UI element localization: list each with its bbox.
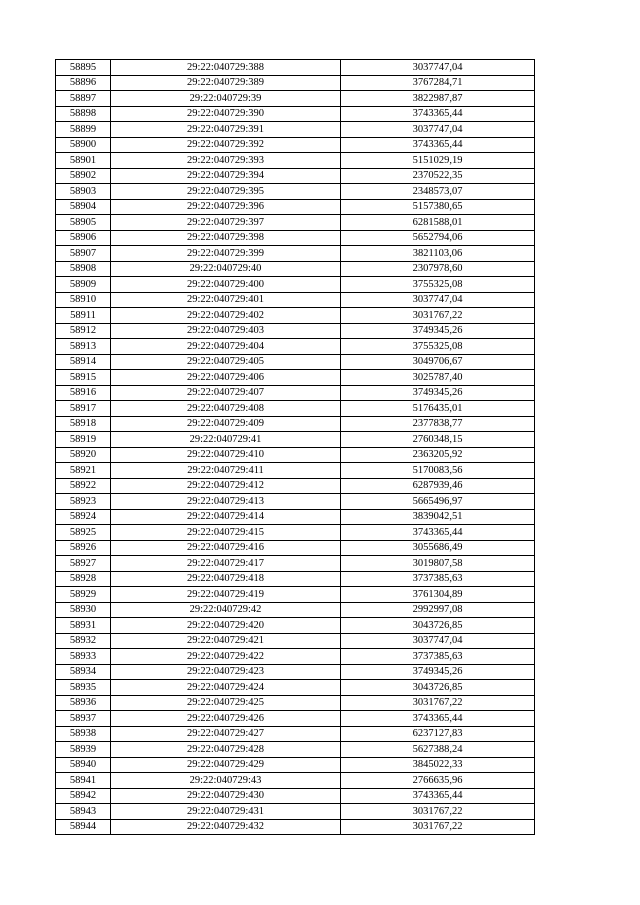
cadastral-number-cell: 29:22:040729:393 bbox=[111, 153, 341, 169]
table-row bbox=[56, 633, 535, 649]
cadastral-value-cell: 3749345,26 bbox=[341, 664, 535, 680]
row-number-cell: 58944 bbox=[56, 819, 111, 835]
table-row bbox=[56, 106, 535, 122]
row-number-cell: 58936 bbox=[56, 695, 111, 711]
row-number-cell: 58931 bbox=[56, 618, 111, 634]
cadastral-number-cell: 29:22:040729:405 bbox=[111, 354, 341, 370]
row-number-cell: 58926 bbox=[56, 540, 111, 556]
table-row bbox=[56, 168, 535, 184]
cadastral-number-cell: 29:22:040729:41 bbox=[111, 432, 341, 448]
cadastral-number-cell: 29:22:040729:414 bbox=[111, 509, 341, 525]
row-number-cell: 58939 bbox=[56, 742, 111, 758]
cadastral-value-cell: 6287939,46 bbox=[341, 478, 535, 494]
row-number-cell: 58911 bbox=[56, 308, 111, 324]
cadastral-value-cell: 2992997,08 bbox=[341, 602, 535, 618]
cadastral-number-cell: 29:22:040729:421 bbox=[111, 633, 341, 649]
cadastral-value-cell: 2370522,35 bbox=[341, 168, 535, 184]
cadastral-value-cell: 6281588,01 bbox=[341, 215, 535, 231]
cadastral-value-cell: 2377838,77 bbox=[341, 416, 535, 432]
row-number-cell: 58903 bbox=[56, 184, 111, 200]
table-row bbox=[56, 556, 535, 572]
table-row bbox=[56, 649, 535, 665]
cadastral-value-cell: 3043726,85 bbox=[341, 618, 535, 634]
row-number-cell: 58923 bbox=[56, 494, 111, 510]
row-number-cell: 58912 bbox=[56, 323, 111, 339]
table-row bbox=[56, 664, 535, 680]
row-number-cell: 58921 bbox=[56, 463, 111, 479]
row-number-cell: 58929 bbox=[56, 587, 111, 603]
cadastral-value-cell: 3821103,06 bbox=[341, 246, 535, 262]
cadastral-value-cell: 3743365,44 bbox=[341, 525, 535, 541]
cadastral-value-cell: 2363205,92 bbox=[341, 447, 535, 463]
row-number-cell: 58907 bbox=[56, 246, 111, 262]
row-number-cell: 58935 bbox=[56, 680, 111, 696]
table-row bbox=[56, 354, 535, 370]
table-row bbox=[56, 587, 535, 603]
table-row bbox=[56, 525, 535, 541]
row-number-cell: 58925 bbox=[56, 525, 111, 541]
cadastral-number-cell: 29:22:040729:430 bbox=[111, 788, 341, 804]
cadastral-number-cell: 29:22:040729:424 bbox=[111, 680, 341, 696]
table-row bbox=[56, 757, 535, 773]
table-row bbox=[56, 199, 535, 215]
row-number-cell: 58927 bbox=[56, 556, 111, 572]
row-number-cell: 58899 bbox=[56, 122, 111, 138]
row-number-cell: 58938 bbox=[56, 726, 111, 742]
cadastral-number-cell: 29:22:040729:406 bbox=[111, 370, 341, 386]
cadastral-value-cell: 3037747,04 bbox=[341, 292, 535, 308]
cadastral-value-cell: 3767284,71 bbox=[341, 75, 535, 91]
table-row bbox=[56, 75, 535, 91]
table-row bbox=[56, 292, 535, 308]
cadastral-value-cell: 3743365,44 bbox=[341, 137, 535, 153]
cadastral-value-cell: 6237127,83 bbox=[341, 726, 535, 742]
row-number-cell: 58943 bbox=[56, 804, 111, 820]
cadastral-number-cell: 29:22:040729:403 bbox=[111, 323, 341, 339]
table-row bbox=[56, 726, 535, 742]
table-row bbox=[56, 60, 535, 76]
cadastral-number-cell: 29:22:040729:425 bbox=[111, 695, 341, 711]
row-number-cell: 58905 bbox=[56, 215, 111, 231]
cadastral-number-cell: 29:22:040729:411 bbox=[111, 463, 341, 479]
cadastral-value-cell: 3737385,63 bbox=[341, 571, 535, 587]
table-row bbox=[56, 680, 535, 696]
cadastral-value-table bbox=[55, 59, 535, 835]
row-number-cell: 58937 bbox=[56, 711, 111, 727]
cadastral-value-cell: 3025787,40 bbox=[341, 370, 535, 386]
table-row bbox=[56, 618, 535, 634]
cadastral-value-cell: 3037747,04 bbox=[341, 60, 535, 76]
cadastral-value-cell: 3031767,22 bbox=[341, 804, 535, 820]
cadastral-value-cell: 3839042,51 bbox=[341, 509, 535, 525]
cadastral-value-cell: 2307978,60 bbox=[341, 261, 535, 277]
row-number-cell: 58900 bbox=[56, 137, 111, 153]
table-row bbox=[56, 478, 535, 494]
table-row bbox=[56, 571, 535, 587]
cadastral-value-cell: 5652794,06 bbox=[341, 230, 535, 246]
cadastral-value-cell: 3822987,87 bbox=[341, 91, 535, 107]
row-number-cell: 58934 bbox=[56, 664, 111, 680]
table-row bbox=[56, 91, 535, 107]
cadastral-number-cell: 29:22:040729:402 bbox=[111, 308, 341, 324]
table-row bbox=[56, 509, 535, 525]
table-row bbox=[56, 246, 535, 262]
cadastral-value-cell: 3037747,04 bbox=[341, 633, 535, 649]
cadastral-value-cell: 3031767,22 bbox=[341, 819, 535, 835]
cadastral-value-cell: 5627388,24 bbox=[341, 742, 535, 758]
cadastral-number-cell: 29:22:040729:42 bbox=[111, 602, 341, 618]
cadastral-value-cell: 3037747,04 bbox=[341, 122, 535, 138]
row-number-cell: 58941 bbox=[56, 773, 111, 789]
table-row bbox=[56, 540, 535, 556]
cadastral-number-cell: 29:22:040729:419 bbox=[111, 587, 341, 603]
row-number-cell: 58942 bbox=[56, 788, 111, 804]
cadastral-value-cell: 2348573,07 bbox=[341, 184, 535, 200]
cadastral-value-cell: 3755325,08 bbox=[341, 339, 535, 355]
cadastral-number-cell: 29:22:040729:407 bbox=[111, 385, 341, 401]
cadastral-value-cell: 3743365,44 bbox=[341, 106, 535, 122]
table-row bbox=[56, 447, 535, 463]
row-number-cell: 58932 bbox=[56, 633, 111, 649]
cadastral-value-cell: 3737385,63 bbox=[341, 649, 535, 665]
table-row bbox=[56, 385, 535, 401]
row-number-cell: 58897 bbox=[56, 91, 111, 107]
row-number-cell: 58915 bbox=[56, 370, 111, 386]
cadastral-number-cell: 29:22:040729:43 bbox=[111, 773, 341, 789]
table-row bbox=[56, 711, 535, 727]
table-row bbox=[56, 215, 535, 231]
cadastral-value-cell: 5665496,97 bbox=[341, 494, 535, 510]
table-row bbox=[56, 463, 535, 479]
cadastral-number-cell: 29:22:040729:389 bbox=[111, 75, 341, 91]
row-number-cell: 58901 bbox=[56, 153, 111, 169]
cadastral-number-cell: 29:22:040729:400 bbox=[111, 277, 341, 293]
cadastral-number-cell: 29:22:040729:398 bbox=[111, 230, 341, 246]
row-number-cell: 58913 bbox=[56, 339, 111, 355]
table-row bbox=[56, 370, 535, 386]
row-number-cell: 58922 bbox=[56, 478, 111, 494]
row-number-cell: 58904 bbox=[56, 199, 111, 215]
cadastral-number-cell: 29:22:040729:432 bbox=[111, 819, 341, 835]
cadastral-number-cell: 29:22:040729:416 bbox=[111, 540, 341, 556]
cadastral-number-cell: 29:22:040729:426 bbox=[111, 711, 341, 727]
cadastral-number-cell: 29:22:040729:391 bbox=[111, 122, 341, 138]
cadastral-value-cell: 3743365,44 bbox=[341, 711, 535, 727]
row-number-cell: 58906 bbox=[56, 230, 111, 246]
table-row bbox=[56, 773, 535, 789]
cadastral-value-cell: 3749345,26 bbox=[341, 323, 535, 339]
cadastral-number-cell: 29:22:040729:412 bbox=[111, 478, 341, 494]
table-row bbox=[56, 788, 535, 804]
cadastral-number-cell: 29:22:040729:40 bbox=[111, 261, 341, 277]
cadastral-number-cell: 29:22:040729:394 bbox=[111, 168, 341, 184]
row-number-cell: 58917 bbox=[56, 401, 111, 417]
row-number-cell: 58930 bbox=[56, 602, 111, 618]
cadastral-value-cell: 3055686,49 bbox=[341, 540, 535, 556]
row-number-cell: 58902 bbox=[56, 168, 111, 184]
cadastral-value-cell: 3031767,22 bbox=[341, 695, 535, 711]
cadastral-value-cell: 2760348,15 bbox=[341, 432, 535, 448]
row-number-cell: 58914 bbox=[56, 354, 111, 370]
cadastral-number-cell: 29:22:040729:415 bbox=[111, 525, 341, 541]
table-row bbox=[56, 261, 535, 277]
cadastral-value-cell: 3019807,58 bbox=[341, 556, 535, 572]
cadastral-number-cell: 29:22:040729:428 bbox=[111, 742, 341, 758]
cadastral-number-cell: 29:22:040729:427 bbox=[111, 726, 341, 742]
cadastral-value-cell: 3031767,22 bbox=[341, 308, 535, 324]
table-row bbox=[56, 323, 535, 339]
cadastral-number-cell: 29:22:040729:397 bbox=[111, 215, 341, 231]
row-number-cell: 58908 bbox=[56, 261, 111, 277]
table-row bbox=[56, 804, 535, 820]
table-row bbox=[56, 137, 535, 153]
cadastral-value-cell: 3743365,44 bbox=[341, 788, 535, 804]
cadastral-number-cell: 29:22:040729:418 bbox=[111, 571, 341, 587]
cadastral-number-cell: 29:22:040729:422 bbox=[111, 649, 341, 665]
cadastral-value-cell: 2766635,96 bbox=[341, 773, 535, 789]
table-row bbox=[56, 184, 535, 200]
row-number-cell: 58924 bbox=[56, 509, 111, 525]
cadastral-value-cell: 3845022,33 bbox=[341, 757, 535, 773]
cadastral-number-cell: 29:22:040729:410 bbox=[111, 447, 341, 463]
cadastral-number-cell: 29:22:040729:401 bbox=[111, 292, 341, 308]
cadastral-number-cell: 29:22:040729:429 bbox=[111, 757, 341, 773]
row-number-cell: 58918 bbox=[56, 416, 111, 432]
row-number-cell: 58940 bbox=[56, 757, 111, 773]
cadastral-number-cell: 29:22:040729:413 bbox=[111, 494, 341, 510]
row-number-cell: 58920 bbox=[56, 447, 111, 463]
row-number-cell: 58895 bbox=[56, 60, 111, 76]
cadastral-number-cell: 29:22:040729:392 bbox=[111, 137, 341, 153]
table-row bbox=[56, 277, 535, 293]
cadastral-value-cell: 5157380,65 bbox=[341, 199, 535, 215]
table-row bbox=[56, 602, 535, 618]
cadastral-number-cell: 29:22:040729:404 bbox=[111, 339, 341, 355]
cadastral-value-cell: 3049706,67 bbox=[341, 354, 535, 370]
table-row bbox=[56, 153, 535, 169]
cadastral-value-cell: 5170083,56 bbox=[341, 463, 535, 479]
table-body bbox=[56, 60, 535, 835]
table-row bbox=[56, 742, 535, 758]
row-number-cell: 58896 bbox=[56, 75, 111, 91]
cadastral-number-cell: 29:22:040729:409 bbox=[111, 416, 341, 432]
cadastral-number-cell: 29:22:040729:395 bbox=[111, 184, 341, 200]
cadastral-number-cell: 29:22:040729:417 bbox=[111, 556, 341, 572]
row-number-cell: 58909 bbox=[56, 277, 111, 293]
table-row bbox=[56, 230, 535, 246]
table-row bbox=[56, 416, 535, 432]
cadastral-number-cell: 29:22:040729:423 bbox=[111, 664, 341, 680]
cadastral-number-cell: 29:22:040729:390 bbox=[111, 106, 341, 122]
cadastral-value-cell: 5151029,19 bbox=[341, 153, 535, 169]
cadastral-number-cell: 29:22:040729:39 bbox=[111, 91, 341, 107]
cadastral-value-cell: 3043726,85 bbox=[341, 680, 535, 696]
cadastral-number-cell: 29:22:040729:420 bbox=[111, 618, 341, 634]
row-number-cell: 58919 bbox=[56, 432, 111, 448]
cadastral-value-cell: 5176435,01 bbox=[341, 401, 535, 417]
cadastral-number-cell: 29:22:040729:408 bbox=[111, 401, 341, 417]
table-row bbox=[56, 819, 535, 835]
row-number-cell: 58910 bbox=[56, 292, 111, 308]
cadastral-value-cell: 3749345,26 bbox=[341, 385, 535, 401]
row-number-cell: 58898 bbox=[56, 106, 111, 122]
table-row bbox=[56, 432, 535, 448]
row-number-cell: 58933 bbox=[56, 649, 111, 665]
cadastral-number-cell: 29:22:040729:399 bbox=[111, 246, 341, 262]
cadastral-number-cell: 29:22:040729:396 bbox=[111, 199, 341, 215]
row-number-cell: 58916 bbox=[56, 385, 111, 401]
table-row bbox=[56, 695, 535, 711]
cadastral-value-cell: 3761304,89 bbox=[341, 587, 535, 603]
row-number-cell: 58928 bbox=[56, 571, 111, 587]
cadastral-number-cell: 29:22:040729:388 bbox=[111, 60, 341, 76]
cadastral-value-cell: 3755325,08 bbox=[341, 277, 535, 293]
table-row bbox=[56, 308, 535, 324]
table-row bbox=[56, 494, 535, 510]
table-row bbox=[56, 401, 535, 417]
table-row bbox=[56, 339, 535, 355]
cadastral-number-cell: 29:22:040729:431 bbox=[111, 804, 341, 820]
table-row bbox=[56, 122, 535, 138]
